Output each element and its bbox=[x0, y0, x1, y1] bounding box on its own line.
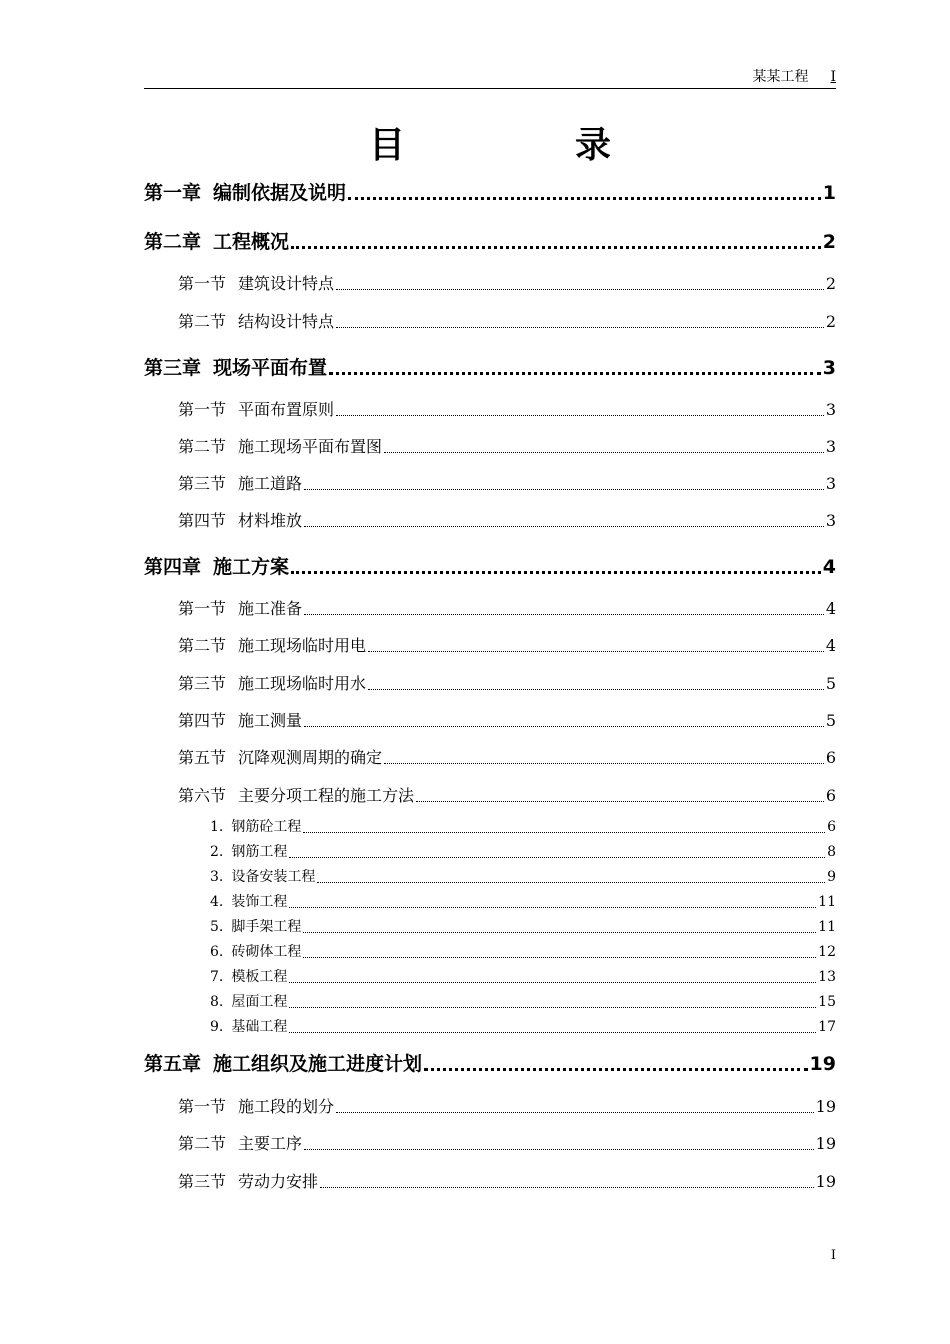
toc-page-number: 6 bbox=[827, 819, 836, 835]
toc-title: 基础工程 bbox=[231, 1019, 288, 1035]
toc-number: 第四节 bbox=[178, 711, 227, 730]
toc-leader-dots bbox=[289, 857, 825, 858]
toc-number: 第六节 bbox=[178, 786, 227, 805]
toc-number: 6. bbox=[210, 944, 224, 960]
toc-section[interactable] bbox=[178, 745, 836, 768]
toc-label bbox=[178, 434, 382, 457]
toc-label bbox=[144, 227, 289, 254]
toc-label bbox=[210, 866, 315, 886]
toc-section[interactable] bbox=[178, 434, 836, 457]
toc-label bbox=[210, 916, 301, 936]
toc-leader-dots bbox=[384, 452, 824, 453]
toc-title: 施工组织及施工进度计划 bbox=[213, 1053, 423, 1075]
toc-label bbox=[210, 1016, 287, 1036]
toc-page-number: 3 bbox=[825, 400, 836, 419]
toc-number: 第一节 bbox=[178, 599, 227, 618]
toc-leader-dots bbox=[289, 1007, 816, 1008]
toc-leader-dots bbox=[304, 489, 824, 490]
toc-page-number: 8 bbox=[827, 844, 836, 860]
toc-section[interactable] bbox=[178, 309, 836, 332]
toc-leader-dots bbox=[304, 726, 824, 727]
toc-title: 编制依据及说明 bbox=[213, 182, 347, 204]
toc-number: 第四章 bbox=[144, 556, 202, 578]
toc-page-number: 3 bbox=[822, 357, 836, 379]
toc-chapter[interactable] bbox=[144, 353, 836, 380]
toc-number: 第二节 bbox=[178, 312, 227, 331]
toc-number: 第二节 bbox=[178, 437, 227, 456]
toc-leader-dots bbox=[303, 832, 825, 833]
toc-number: 3. bbox=[210, 869, 224, 885]
toc-item[interactable] bbox=[210, 966, 836, 986]
toc-chapter[interactable] bbox=[144, 1049, 836, 1076]
footer-page-number: I bbox=[830, 1248, 836, 1263]
header-title: 某某工程 bbox=[752, 69, 809, 85]
toc-section[interactable] bbox=[178, 708, 836, 731]
toc-leader-dots bbox=[303, 932, 816, 933]
toc-number: 第三节 bbox=[178, 474, 227, 493]
toc-title: 结构设计特点 bbox=[238, 312, 335, 331]
toc-title: 施工现场临时用水 bbox=[238, 674, 367, 693]
toc-label bbox=[178, 1131, 302, 1154]
toc-item[interactable] bbox=[210, 866, 836, 886]
toc-number: 第二节 bbox=[178, 1134, 227, 1153]
toc-title: 施工现场平面布置图 bbox=[238, 437, 383, 456]
toc-leader-dots bbox=[289, 1032, 816, 1033]
toc-leader-dots bbox=[336, 289, 824, 290]
toc-leader-dots bbox=[291, 571, 821, 574]
toc-number: 第一节 bbox=[178, 274, 227, 293]
toc-label bbox=[144, 353, 327, 380]
toc-item[interactable] bbox=[210, 991, 836, 1011]
toc-number: 1. bbox=[210, 819, 224, 835]
toc-label bbox=[178, 1169, 318, 1192]
toc-label bbox=[210, 966, 287, 986]
toc-title: 劳动力安排 bbox=[238, 1172, 319, 1191]
toc-item[interactable] bbox=[210, 1016, 836, 1036]
toc-number: 第二章 bbox=[144, 231, 202, 253]
toc-title: 脚手架工程 bbox=[231, 919, 302, 935]
toc-label bbox=[178, 633, 366, 656]
toc-leader-dots bbox=[336, 1112, 814, 1113]
toc-number: 4. bbox=[210, 894, 224, 910]
toc-title: 建筑设计特点 bbox=[238, 274, 335, 293]
toc-leader-dots bbox=[303, 957, 816, 958]
toc-number: 第三章 bbox=[144, 357, 202, 379]
toc-item[interactable] bbox=[210, 841, 836, 861]
toc-section[interactable] bbox=[178, 596, 836, 619]
toc-page-number: 5 bbox=[825, 711, 836, 730]
toc-number: 7. bbox=[210, 969, 224, 985]
toc-leader-dots bbox=[289, 982, 816, 983]
toc-title: 施工段的划分 bbox=[238, 1097, 335, 1116]
toc-leader-dots bbox=[329, 372, 821, 375]
toc-title: 施工准备 bbox=[238, 599, 303, 618]
toc-title: 现场平面布置 bbox=[213, 357, 328, 379]
toc-label bbox=[178, 309, 334, 332]
toc-title: 施工测量 bbox=[238, 711, 303, 730]
toc-section[interactable] bbox=[178, 783, 836, 806]
toc-leader-dots bbox=[336, 415, 824, 416]
toc-label bbox=[178, 1094, 334, 1117]
toc-page-number: 13 bbox=[818, 969, 836, 985]
toc-title: 砖砌体工程 bbox=[231, 944, 302, 960]
toc-label bbox=[178, 397, 334, 420]
toc-number: 第五节 bbox=[178, 748, 227, 767]
toc-leader-dots bbox=[424, 1068, 808, 1071]
toc-label bbox=[178, 271, 334, 294]
toc-number: 第一节 bbox=[178, 1097, 227, 1116]
toc-title: 设备安装工程 bbox=[231, 869, 316, 885]
toc-leader-dots bbox=[368, 651, 824, 652]
header-page-number: I bbox=[830, 69, 836, 85]
toc-title: 主要分项工程的施工方法 bbox=[238, 786, 415, 805]
toc-page-number: 19 bbox=[815, 1134, 836, 1153]
toc-page-number: 4 bbox=[825, 599, 836, 618]
toc-number: 第四节 bbox=[178, 511, 227, 530]
toc-label bbox=[210, 941, 301, 961]
toc-section[interactable] bbox=[178, 271, 836, 294]
toc-section[interactable] bbox=[178, 1131, 836, 1154]
toc-page-number: 2 bbox=[822, 231, 836, 253]
toc-label bbox=[178, 671, 366, 694]
toc-item[interactable] bbox=[210, 916, 836, 936]
toc-title: 模板工程 bbox=[231, 969, 288, 985]
toc-leader-dots bbox=[304, 526, 824, 527]
toc-label bbox=[178, 783, 414, 806]
toc-page-number: 3 bbox=[825, 437, 836, 456]
toc-page-number: 6 bbox=[825, 786, 836, 805]
toc-title: 钢筋工程 bbox=[231, 844, 288, 860]
toc-page-number: 11 bbox=[818, 919, 836, 935]
toc-page-number: 19 bbox=[815, 1172, 836, 1191]
toc-page-number: 19 bbox=[809, 1053, 836, 1075]
toc-leader-dots bbox=[289, 907, 816, 908]
toc-page-number: 1 bbox=[822, 182, 836, 204]
toc-section[interactable] bbox=[178, 633, 836, 656]
toc-page-number: 9 bbox=[827, 869, 836, 885]
toc-number: 第一章 bbox=[144, 182, 202, 204]
toc-title: 沉降观测周期的确定 bbox=[238, 748, 383, 767]
toc-page-number: 6 bbox=[825, 748, 836, 767]
toc-label bbox=[178, 745, 382, 768]
toc-title: 屋面工程 bbox=[231, 994, 288, 1010]
toc-title: 钢筋砼工程 bbox=[231, 819, 302, 835]
toc-label bbox=[178, 508, 302, 531]
toc-label bbox=[144, 1049, 422, 1076]
toc-page-number: 17 bbox=[818, 1019, 836, 1035]
toc-number: 第五章 bbox=[144, 1053, 202, 1075]
toc-leader-dots bbox=[304, 614, 824, 615]
toc-number: 8. bbox=[210, 994, 224, 1010]
toc-chapter[interactable] bbox=[144, 178, 836, 205]
toc-leader-dots bbox=[368, 689, 824, 690]
toc-label bbox=[210, 891, 287, 911]
toc-page-number: 4 bbox=[822, 556, 836, 578]
toc-leader-dots bbox=[304, 1149, 814, 1150]
toc-title: 材料堆放 bbox=[238, 511, 303, 530]
toc-title: 施工方案 bbox=[213, 556, 290, 578]
toc-title: 施工道路 bbox=[238, 474, 303, 493]
toc-label bbox=[144, 178, 346, 205]
page-header bbox=[144, 68, 836, 89]
toc-title: 施工现场临时用电 bbox=[238, 636, 367, 655]
toc-page-number: 19 bbox=[815, 1097, 836, 1116]
toc-item[interactable] bbox=[210, 816, 836, 836]
toc-label bbox=[178, 471, 302, 494]
toc-item[interactable] bbox=[210, 941, 836, 961]
toc-number: 第三节 bbox=[178, 1172, 227, 1191]
toc-number: 第三节 bbox=[178, 674, 227, 693]
toc-page-number: 12 bbox=[818, 944, 836, 960]
toc-page-number: 15 bbox=[818, 994, 836, 1010]
doc-title: 目录 bbox=[368, 124, 781, 166]
toc-number: 9. bbox=[210, 1019, 224, 1035]
toc-label bbox=[210, 816, 301, 836]
toc-page-number: 3 bbox=[825, 474, 836, 493]
toc-number: 第一节 bbox=[178, 400, 227, 419]
toc-leader-dots bbox=[317, 882, 825, 883]
toc-chapter[interactable] bbox=[144, 552, 836, 579]
toc-label bbox=[144, 552, 289, 579]
toc-leader-dots bbox=[348, 197, 821, 200]
toc-section[interactable] bbox=[178, 471, 836, 494]
toc-label bbox=[178, 596, 302, 619]
toc-section[interactable] bbox=[178, 1169, 836, 1192]
toc-leader-dots bbox=[291, 246, 821, 249]
header-right bbox=[752, 68, 836, 86]
toc-page-number: 2 bbox=[825, 312, 836, 331]
toc-section[interactable] bbox=[178, 1094, 836, 1117]
toc-title: 平面布置原则 bbox=[238, 400, 335, 419]
toc-leader-dots bbox=[336, 327, 824, 328]
toc-page-number: 5 bbox=[825, 674, 836, 693]
toc-section[interactable] bbox=[178, 671, 836, 694]
toc-label bbox=[178, 708, 302, 731]
toc-number: 5. bbox=[210, 919, 224, 935]
toc-leader-dots bbox=[416, 801, 824, 802]
toc-page-number: 2 bbox=[825, 274, 836, 293]
toc-number: 第二节 bbox=[178, 636, 227, 655]
toc-label bbox=[210, 841, 287, 861]
toc-leader-dots bbox=[320, 1187, 814, 1188]
toc-page-number: 3 bbox=[825, 511, 836, 530]
toc-page-number: 4 bbox=[825, 636, 836, 655]
toc-title: 工程概况 bbox=[213, 231, 290, 253]
toc-title: 装饰工程 bbox=[231, 894, 288, 910]
toc-title: 主要工序 bbox=[238, 1134, 303, 1153]
toc-section[interactable] bbox=[178, 397, 836, 420]
toc-label bbox=[210, 991, 287, 1011]
toc-page-number: 11 bbox=[818, 894, 836, 910]
toc-item[interactable] bbox=[210, 891, 836, 911]
toc-section[interactable] bbox=[178, 508, 836, 531]
toc-number: 2. bbox=[210, 844, 224, 860]
toc-chapter[interactable] bbox=[144, 227, 836, 254]
toc-leader-dots bbox=[384, 763, 824, 764]
